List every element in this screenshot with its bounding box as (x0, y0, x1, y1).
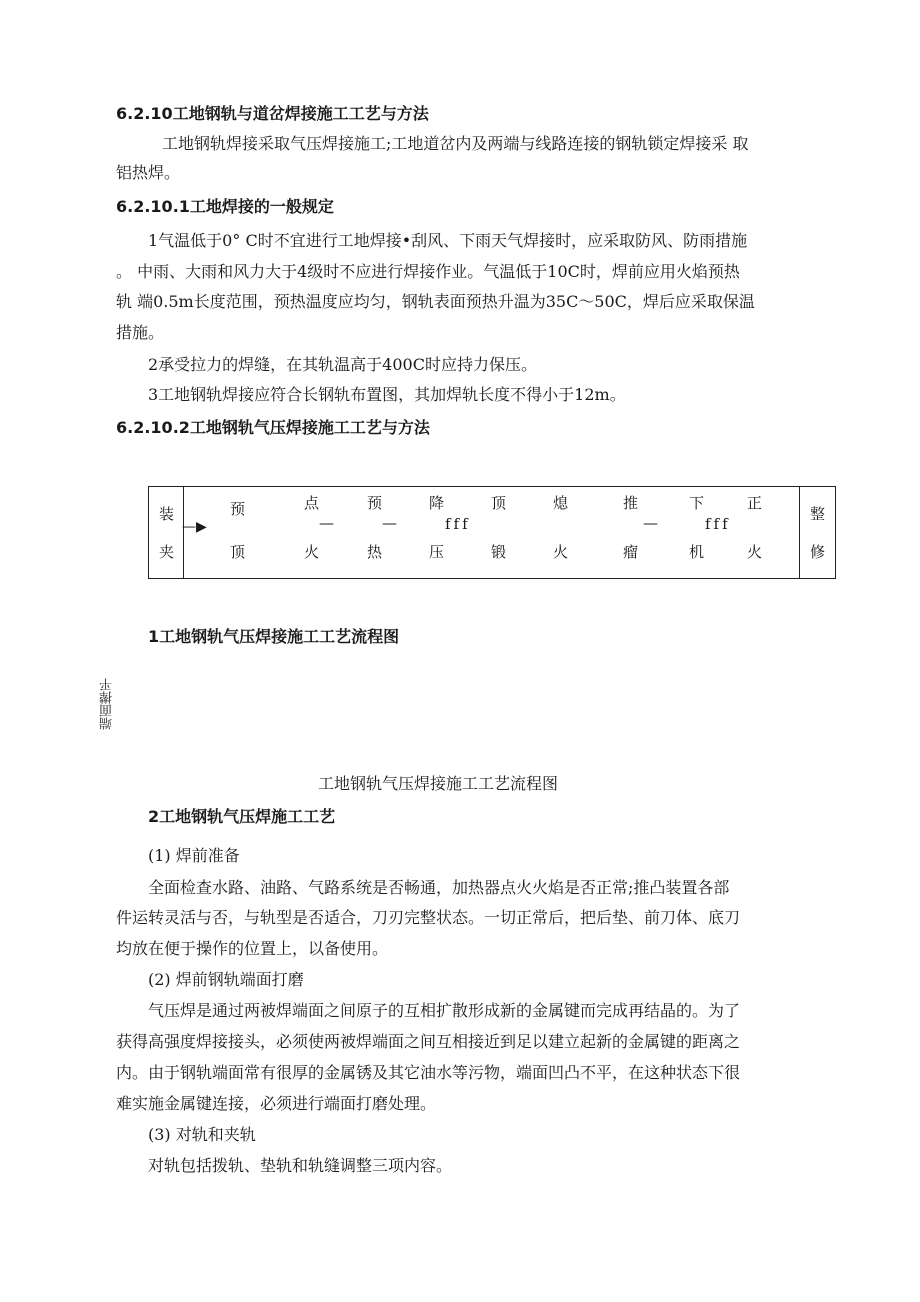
paragraph-line: 1气温低于0° C时不宜进行工地焊接•刮风、下雨天气焊接时，应采取防风、防雨措施 (148, 231, 748, 250)
subsection-title: (3) 对轨和夹轨 (148, 1125, 256, 1144)
flow-step-bottom: 火 (747, 543, 763, 561)
flow-arrow-icon: —▶ (182, 519, 207, 535)
flow-step-bottom: 锻 (491, 543, 507, 561)
right-column-divider (799, 487, 800, 578)
flow-step-top: 顶 (491, 494, 507, 512)
paragraph-line: 全面检查水路、油路、气路系统是否畅通，加热器点火火焰是否正常;推凸装置各部 (148, 878, 730, 897)
flow-step-top: 预 (230, 500, 246, 518)
paragraph-line: 工地钢轨焊接采取气压焊接施工;工地道岔内及两端与线路连接的钢轨锁定焊接采 取 (162, 134, 749, 153)
flow-step-top: 推 (623, 494, 639, 512)
flow-step-bottom: 瘤 (623, 543, 639, 561)
flow-step-bottom: 机 (689, 543, 705, 561)
paragraph-line: 件运转灵活与否，与轨型是否适合，刀刃完整状态。一切正常后，把后垫、前刀体、底刀 (116, 908, 741, 927)
flow-step-top: 降 (429, 494, 445, 512)
paragraph-line: 气压焊是通过两被焊端面之间原子的互相扩散形成新的金属键而完成再结晶的。为了 (148, 1001, 741, 1020)
subsection-title: (2) 焊前钢轨端面打磨 (148, 970, 304, 989)
flow-connector: — (382, 514, 397, 532)
flow-left-top: 装 (159, 505, 175, 523)
flow-step-bottom: 压 (429, 543, 445, 561)
flow-connector: — (643, 514, 658, 532)
subsection-title: (1) 焊前准备 (148, 846, 240, 865)
flow-right-bottom: 修 (810, 543, 826, 561)
section-heading-6-2-10: 6.2.10工地钢轨与道岔焊接施工工艺与方法 (116, 104, 429, 123)
paragraph-line: 2承受拉力的焊缝，在其轨温高于400C时应持力保压。 (148, 355, 537, 374)
paragraph-line: 内。由于钢轨端面常有很厚的金属锈及其它油水等污物，端面凹凸不平，在这种状态下很 (116, 1063, 741, 1082)
flow-step-top: 熄 (553, 494, 569, 512)
flow-caption-1: 1工地钢轨气压焊接施工工艺流程图 (148, 627, 400, 646)
section-heading-6-2-10-2: 6.2.10.2工地钢轨气压焊接施工工艺与方法 (116, 418, 430, 437)
flow-step-top: 下 (689, 494, 705, 512)
paragraph-line: 3工地钢轨焊接应符合长钢轨布置图，其加焊轨长度不得小于12m。 (148, 385, 626, 404)
section-heading-6-2-10-1: 6.2.10.1工地焊接的一般规定 (116, 197, 334, 216)
paragraph-line: 。 中雨、大雨和风力大于4级时不应进行焊接作业。气温低于10C时，焊前应用火焰预热 (116, 262, 740, 281)
flow-step-bottom: 火 (304, 543, 320, 561)
flow-connector: fff (445, 515, 471, 533)
flow-step-bottom: 火 (553, 543, 569, 561)
paragraph-line: 轨 端0.5m长度范围，预热温度应均匀，钢轨表面预热升温为35C～50C，焊后应采取保温 (116, 292, 755, 311)
paragraph-line: 均放在便于操作的位置上，以备使用。 (116, 939, 389, 958)
flow-step-bottom: 顶 (230, 543, 246, 561)
flow-caption-2: 工地钢轨气压焊接施工工艺流程图 (318, 774, 559, 793)
paragraph-line: 措施。 (116, 323, 165, 342)
process-flow-chart (148, 486, 836, 579)
flow-step-top: 点 (304, 494, 320, 512)
paragraph-line: 难实施金属键连接，必须进行端面打磨处理。 (116, 1094, 437, 1113)
flow-step-top: 预 (367, 494, 383, 512)
flow-step-top: 正 (747, 494, 763, 512)
paragraph-line: 铝热焊。 (116, 163, 181, 182)
paragraph-line: 获得高强度焊接接头，必须使两被焊端面之间互相接近到足以建立起新的金属键的距离之 (116, 1032, 741, 1051)
paragraph-line: 对轨包括拨轨、垫轨和轨缝调整三项内容。 (148, 1156, 453, 1175)
flow-connector: — (319, 514, 334, 532)
vertical-note: 端面撵平 (100, 678, 115, 730)
flow-left-bottom: 夹 (159, 543, 175, 561)
section-heading-2: 2工地钢轨气压焊施工工艺 (148, 807, 336, 826)
flow-connector: fff (705, 515, 731, 533)
flow-step-bottom: 热 (367, 543, 383, 561)
flow-right-top: 整 (810, 505, 826, 523)
